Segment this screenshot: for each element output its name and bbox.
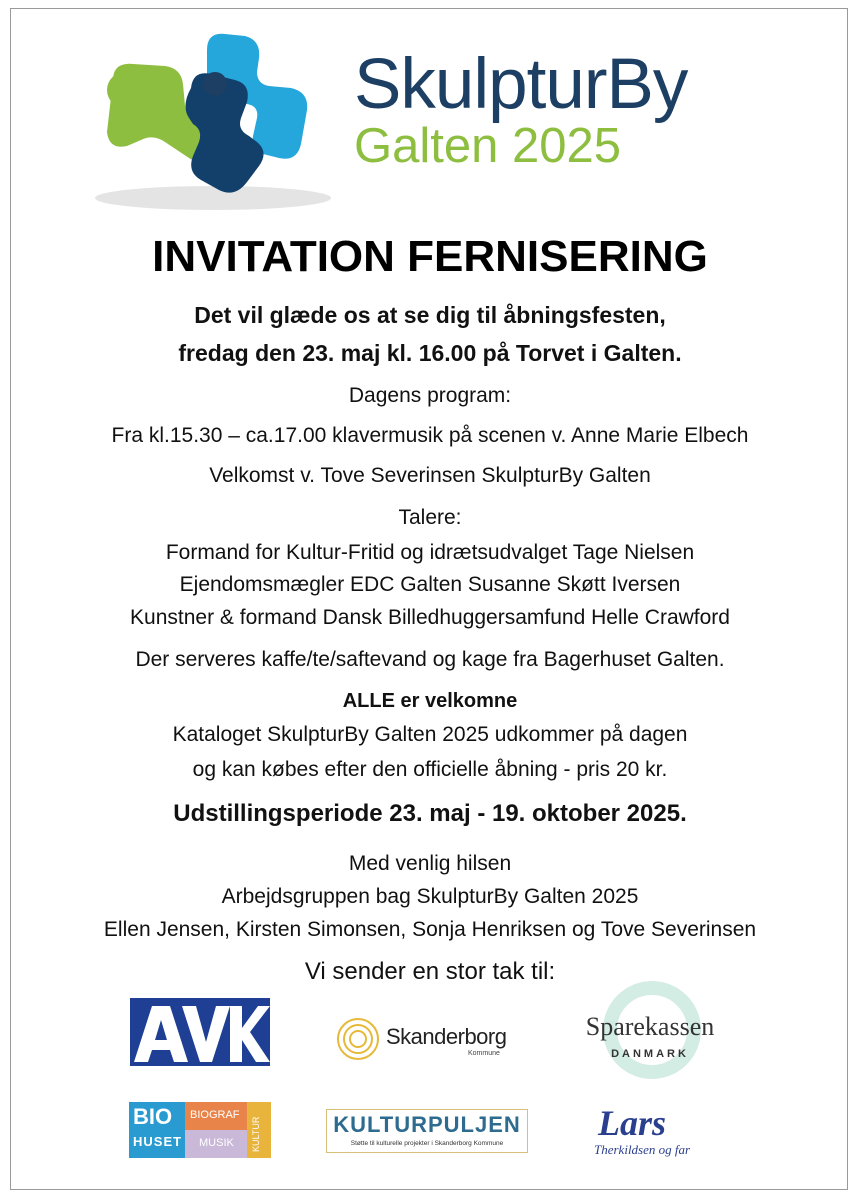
closing-names: Ellen Jensen, Kirsten Simonsen, Sonja Henriksen og Tove Severinsen: [103, 918, 757, 941]
skanderborg-icon: [336, 1016, 380, 1062]
biohuset-logo: [129, 1102, 271, 1158]
biohuset-kultur: KULTUR: [251, 1116, 261, 1152]
catalog-line-1: Kataloget SkulpturBy Galten 2025 udkommer på dagen: [172, 723, 688, 746]
catalog-line-2: og kan købes efter den officielle åbning - pris 20 kr.: [192, 758, 668, 781]
biohuset-musik: MUSIK: [199, 1137, 234, 1149]
skanderborg-name: Skanderborg: [386, 1024, 507, 1049]
biohuset-huset: HUSET: [133, 1134, 183, 1149]
lead-line-1: Det vil glæde os at se dig til åbningsfesten,: [194, 302, 666, 328]
logo-title: SkulpturBy: [354, 45, 688, 124]
exhibition-period: Udstillingsperiode 23. maj - 19. oktober 2025.: [173, 800, 687, 827]
page-title: INVITATION FERNISERING: [152, 232, 708, 281]
sparekassen-logo: [564, 980, 736, 1080]
program-music: Fra kl.15.30 – ca.17.00 klavermusik på scenen v. Anne Marie Elbech: [111, 424, 749, 447]
welcome-all: ALLE er velkomne: [342, 690, 518, 712]
lars-sub: Therkildsen og far: [594, 1142, 691, 1157]
logo-subtitle: Galten 2025: [354, 119, 621, 173]
skanderborg-sub: Kommune: [468, 1050, 500, 1057]
speakers-title: Talere:: [398, 506, 462, 529]
sparekassen-sub: DANMARK: [611, 1048, 689, 1060]
skanderborg-logo: [336, 1016, 516, 1062]
speaker-item: Ejendomsmægler EDC Galten Susanne Skøtt Iversen: [179, 573, 681, 596]
sparekassen-name: Sparekassen: [585, 1012, 715, 1041]
kulturpuljen-name: KULTURPULJEN: [333, 1112, 521, 1137]
skulpturby-logo-mark: [95, 18, 345, 218]
thanks-text: Vi sender en stor tak til:: [304, 958, 556, 985]
program-title: Dagens program:: [348, 384, 512, 407]
biohuset-bio: BIO: [133, 1104, 173, 1129]
closing-greeting: Med venlig hilsen: [348, 852, 512, 875]
avk-logo: [130, 998, 270, 1066]
speaker-item: Formand for Kultur-Fritid og idrætsudvalget Tage Nielsen: [165, 541, 695, 564]
biohuset-biograf: BIOGRAF: [190, 1109, 240, 1121]
program-welcome: Velkomst v. Tove Severinsen SkulpturBy Galten: [209, 464, 651, 487]
closing-group: Arbejdsgruppen bag SkulpturBy Galten 2025: [221, 885, 639, 908]
kulturpuljen-logo: [326, 1109, 528, 1153]
lars-name: Lars: [598, 1103, 667, 1143]
speaker-item: Kunstner & formand Dansk Billedhuggersamfund Helle Crawford: [130, 606, 730, 629]
lars-logo: [588, 1102, 708, 1164]
refreshments-text: Der serveres kaffe/te/saftevand og kage fra Bagerhuset Galten.: [135, 648, 725, 671]
lead-line-2: fredag den 23. maj kl. 16.00 på Torvet i Galten.: [178, 340, 682, 366]
kulturpuljen-sub: Støtte til kulturelle projekter i Skanderborg Kommune: [350, 1140, 504, 1147]
